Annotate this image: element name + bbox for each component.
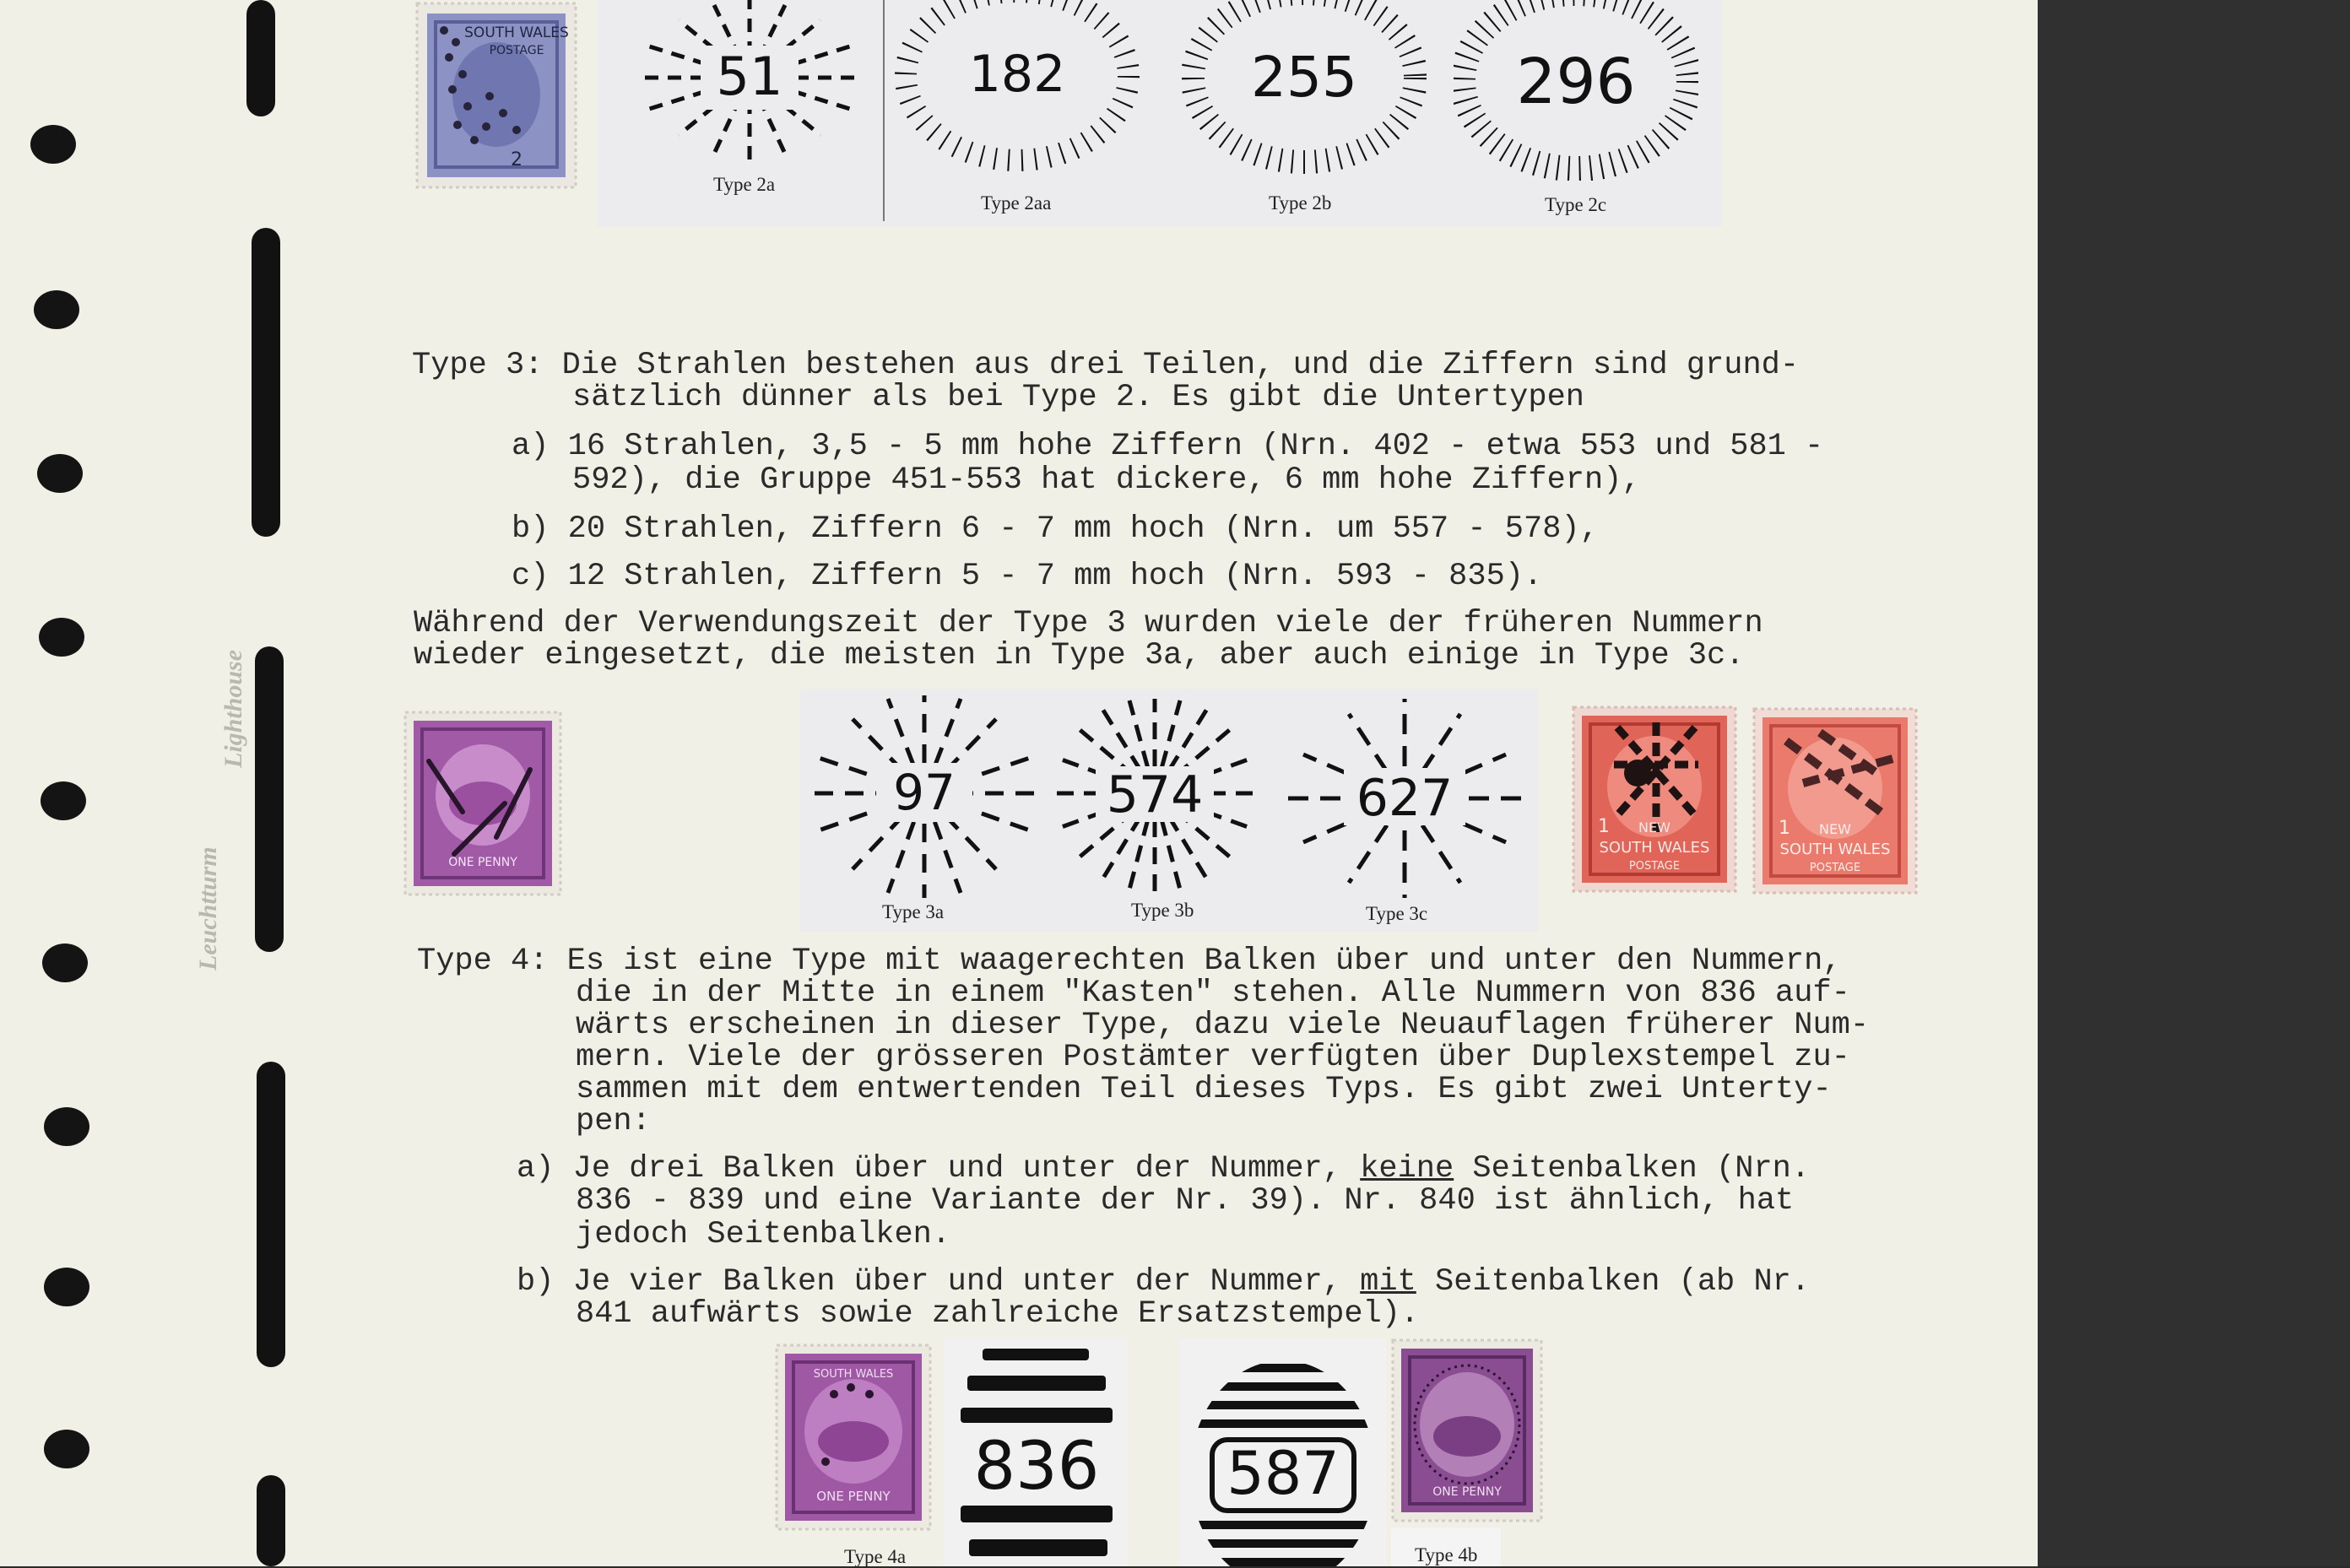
stamp-red-a-line3: POSTAGE (1628, 860, 1681, 873)
type3-line: sätzlich dünner als bei Type 2. Es gibt die Untertypen (572, 380, 1584, 415)
type4-line: mern. Viele der grösseren Postämter verfügten über Duplexstempel zu- (576, 1040, 1850, 1075)
postmark-3b (1045, 699, 1264, 893)
type4-line: die in der Mitte in einem "Kasten" stehen. Alle Nummern von 836 auf- (576, 976, 1850, 1011)
type3-item-c: c) 12 Strahlen, Ziffern 5 - 7 mm hoch (Nrn. 593 - 835). (512, 559, 1543, 594)
caption-2a: Type 2a (713, 174, 776, 195)
stamp-purple-label: ONE PENNY (448, 856, 517, 869)
type3-item-a-cont: 592), die Gruppe 451-553 hat dickere, 6 mm hohe Ziffern), (572, 462, 1641, 498)
brand-watermark (194, 616, 245, 971)
postmark-2c (1454, 0, 1698, 181)
stamp-purple-bottom-2 (1391, 1338, 1543, 1522)
stamp-red-b-value: 1 (1779, 818, 1790, 839)
caption-2aa: Type 2aa (981, 192, 1052, 214)
stamp-blue-2d (415, 2, 577, 189)
caption-3a: Type 3a (882, 901, 945, 922)
underlined-keine: keine (1360, 1151, 1454, 1187)
binder-hole (44, 1268, 89, 1306)
postmark-4b-number: 587 (1226, 1439, 1340, 1508)
binder-hole (44, 1430, 89, 1468)
stamp-purple-b2-label: ONE PENNY (1432, 1485, 1502, 1499)
type3-item-b: b) 20 Strahlen, Ziffern 6 - 7 mm hoch (Nrn. um 557 - 578), (512, 511, 1599, 547)
binder-slot (257, 1062, 285, 1367)
binder-slot (257, 1475, 285, 1566)
postmark-2c-number: 296 (1516, 46, 1636, 118)
binder-hole (34, 290, 79, 329)
stamp-red-1d-a (1572, 706, 1737, 893)
postmark-2a-number: 51 (716, 46, 783, 107)
postmark-4b (1185, 1355, 1381, 1566)
type3-note: Während der Verwendungszeit der Type 3 wurden viele der früheren Nummern (414, 606, 1763, 641)
binder-hole (39, 618, 84, 657)
stamp-purple-b1-top: SOUTH WALES (813, 1368, 894, 1381)
caption-4a: Type 4a (844, 1546, 907, 1567)
stamp-red-b-line1: NEW (1819, 821, 1851, 837)
stamp-blue-line2: POSTAGE (489, 44, 544, 57)
type4-item-a-cont: 836 - 839 und eine Variante der Nr. 39). Nr. 840 ist ähnlich, hat (576, 1183, 1795, 1219)
binder-hole (41, 781, 86, 820)
binder-hole (37, 454, 83, 493)
binder-hole (44, 1107, 89, 1146)
brand-right: Lighthouse (219, 649, 247, 768)
type4-item-b: b) Je vier Balken über und unter der Nummer, mit Seitenbalken (ab Nr. (517, 1264, 1811, 1300)
postmark-2a (625, 0, 874, 169)
stamp-red-b-line2: SOUTH WALES (1779, 841, 1891, 858)
binder-slot (246, 0, 275, 116)
stamp-purple-bottom-1 (775, 1344, 932, 1531)
type3-item-a: a) 16 Strahlen, 3,5 - 5 mm hohe Ziffern (Nrn. 402 - etwa 553 und 581 - (512, 429, 1824, 464)
stamp-blue-value: 2 (511, 149, 523, 170)
underlined-mit: mit (1360, 1264, 1416, 1300)
caption-3b: Type 3b (1131, 900, 1194, 921)
postmark-2aa-number: 182 (968, 45, 1066, 104)
stamp-red-b-line3: POSTAGE (1809, 862, 1861, 874)
binder-slot (255, 646, 284, 952)
postmark-2b (1182, 0, 1427, 177)
stamp-purple-one-penny (403, 711, 562, 896)
type3-note-cont: wieder eingesetzt, die meisten in Type 3a, aber auch einige in Type 3c. (414, 638, 1745, 673)
type4-heading-line: Type 4: Es ist eine Type mit waagerechten Balken über und unter den Nummern, (417, 944, 1842, 979)
postmark-3c-number: 627 (1356, 769, 1454, 828)
caption-4b: Type 4b (1415, 1544, 1478, 1565)
type4-line: wärts erscheinen in dieser Type, dazu viele Neuauflagen früherer Num- (576, 1008, 1870, 1043)
stamp-red-a-line1: NEW (1638, 819, 1670, 835)
postmark-4a (949, 1342, 1123, 1566)
postmark-3a (810, 695, 1038, 898)
binder-hole (42, 944, 88, 982)
type4-item-b-cont: 841 aufwärts sowie zahlreiche Ersatzstempel). (576, 1296, 1420, 1332)
background-board (2038, 0, 2350, 1566)
postmark-3b-number: 574 (1106, 765, 1204, 825)
postmark-2aa (895, 0, 1140, 177)
card-divider (883, 0, 885, 221)
postmark-2b-number: 255 (1251, 45, 1357, 110)
caption-3c: Type 3c (1366, 903, 1428, 924)
postmark-3c (1285, 699, 1524, 898)
type4-line: pen: (576, 1104, 651, 1139)
brand-left: Leuchtturm (194, 846, 222, 971)
stamp-purple-b1-label: ONE PENNY (816, 1489, 891, 1504)
binder-hole (30, 125, 76, 164)
stamp-red-1d-b (1752, 707, 1918, 895)
type4-item-a: a) Je drei Balken über und unter der Nummer, keine Seitenbalken (Nrn. (517, 1151, 1811, 1187)
stamp-blue-line1: SOUTH WALES (464, 24, 569, 41)
stamp-red-a-value: 1 (1598, 816, 1610, 837)
postmark-4a-number: 836 (973, 1429, 1100, 1505)
caption-2c: Type 2c (1545, 194, 1607, 215)
type3-heading-line: Type 3: Die Strahlen bestehen aus drei Teilen, und die Ziffern sind grund- (412, 348, 1800, 383)
type4-line: sammen mit dem entwertenden Teil dieses Typs. Es gibt zwei Unterty- (576, 1072, 1832, 1107)
binder-slot (252, 228, 280, 537)
type4-item-a-cont: jedoch Seitenbalken. (576, 1217, 951, 1252)
caption-2b: Type 2b (1269, 192, 1332, 214)
postmark-3a-number: 97 (893, 764, 956, 821)
stamp-red-a-line2: SOUTH WALES (1599, 839, 1710, 857)
